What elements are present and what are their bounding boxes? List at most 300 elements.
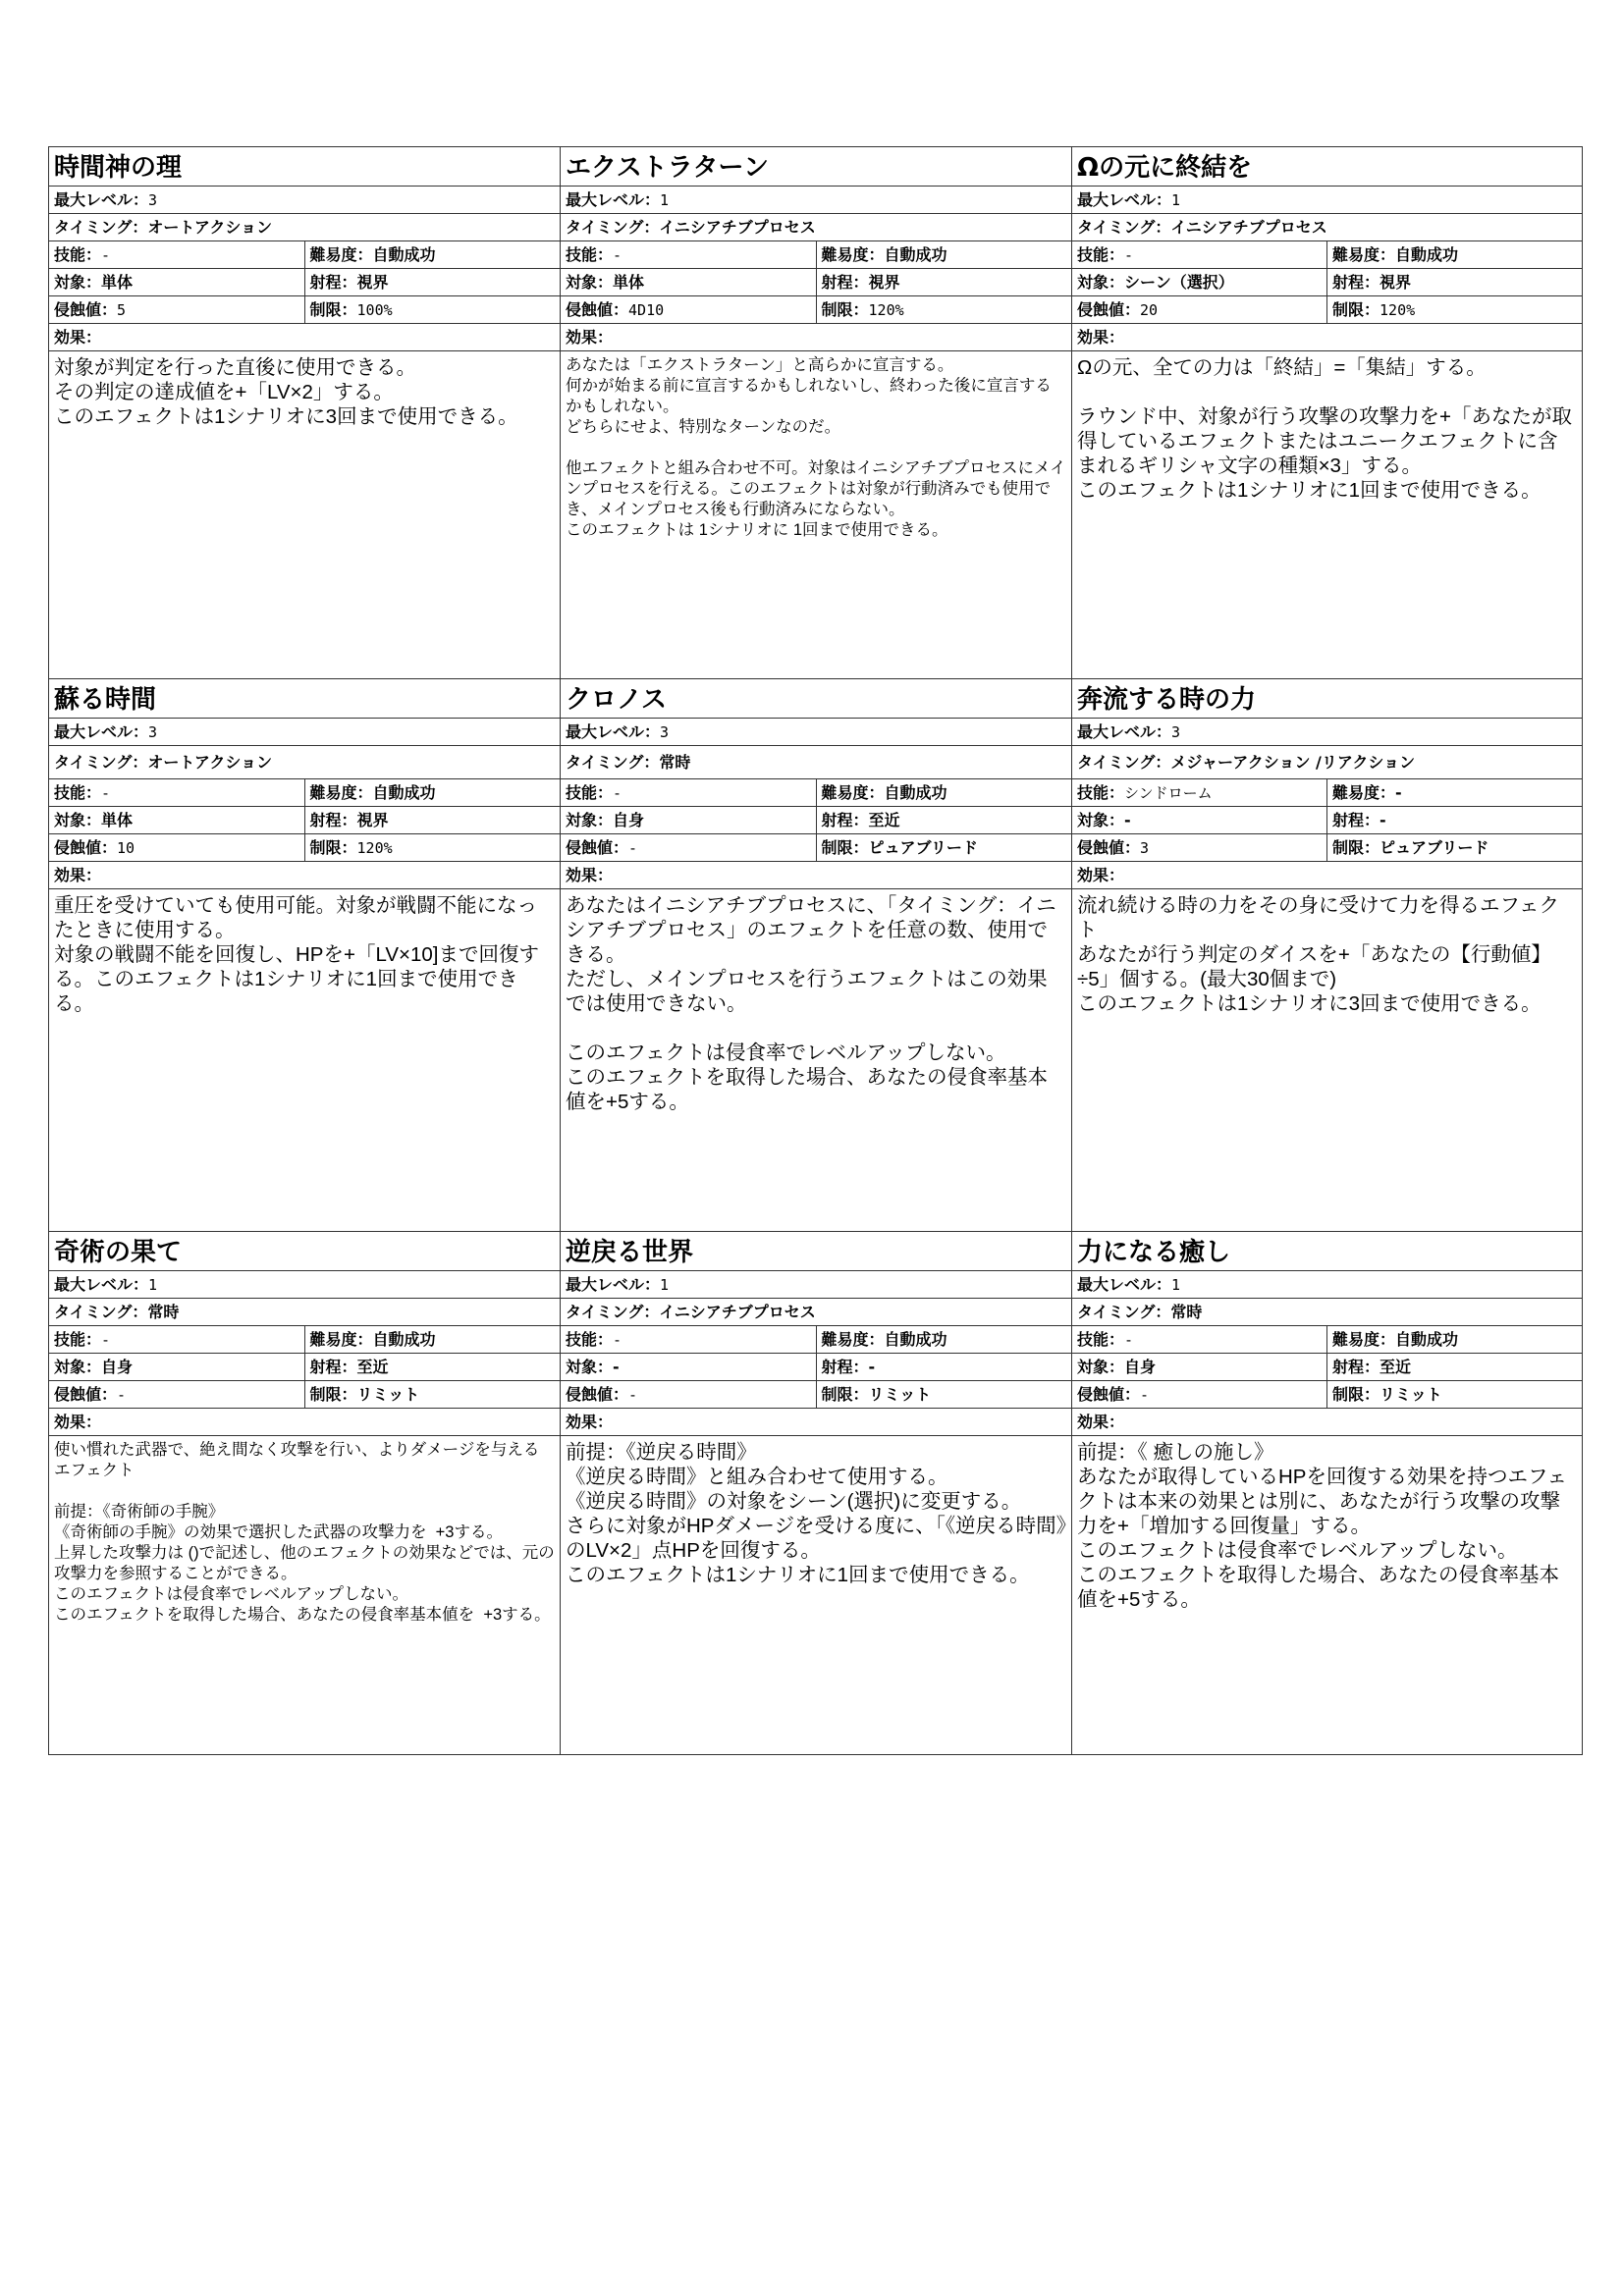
target-value: 単体 bbox=[613, 273, 645, 292]
max-level-value: 3 bbox=[660, 723, 670, 741]
target-label: 対象： bbox=[54, 273, 102, 292]
limit-label: 制限： bbox=[1332, 838, 1380, 857]
max-level-label: 最大レベル： bbox=[566, 190, 661, 209]
effect-card-3 bbox=[1071, 146, 1583, 678]
skill-label: 技能： bbox=[566, 783, 614, 802]
timing-label: タイミング： bbox=[566, 1303, 660, 1321]
max-level-value: 1 bbox=[148, 1276, 158, 1294]
limit-field bbox=[1326, 1381, 1582, 1408]
erosion-limit-row bbox=[1072, 1381, 1582, 1409]
difficulty-value: 自動成功 bbox=[884, 245, 947, 264]
range-label: 射程： bbox=[821, 1358, 869, 1376]
timing-label: タイミング： bbox=[54, 1303, 148, 1321]
range-value: 至近 bbox=[1380, 1358, 1412, 1376]
timing-value: オートアクション bbox=[147, 753, 273, 772]
range-value: 至近 bbox=[868, 811, 900, 829]
limit-label: 制限： bbox=[1332, 1385, 1380, 1404]
skill-difficulty-row bbox=[561, 779, 1071, 807]
timing-field bbox=[49, 746, 560, 778]
limit-value: ピュアブリード bbox=[868, 838, 978, 857]
range-value: 視界 bbox=[1380, 273, 1412, 292]
skill-difficulty-row bbox=[1072, 241, 1582, 269]
target-range-row bbox=[561, 807, 1071, 834]
timing-field bbox=[1072, 746, 1582, 778]
limit-value: 120% bbox=[1380, 301, 1416, 319]
timing-row bbox=[49, 746, 560, 779]
skill-label: 技能： bbox=[54, 245, 102, 264]
difficulty-label: 難易度： bbox=[821, 245, 885, 264]
effect-header: 効果： bbox=[566, 328, 614, 347]
range-field bbox=[1326, 807, 1582, 833]
skill-difficulty-row bbox=[1072, 779, 1582, 807]
max-level-label: 最大レベル： bbox=[1077, 1275, 1172, 1294]
effect-header-row bbox=[1072, 1409, 1582, 1436]
max-level-value: 1 bbox=[1171, 191, 1181, 209]
limit-label: 制限： bbox=[1332, 300, 1380, 319]
target-value: 自身 bbox=[101, 1358, 134, 1376]
timing-field bbox=[1072, 1299, 1582, 1325]
timing-label: タイミング： bbox=[1077, 1303, 1171, 1321]
limit-label: 制限： bbox=[821, 838, 869, 857]
skill-label: 技能： bbox=[1077, 245, 1125, 264]
skill-field bbox=[49, 241, 304, 268]
max-level-label: 最大レベル： bbox=[54, 722, 149, 741]
limit-field bbox=[816, 834, 1072, 861]
range-value: 至近 bbox=[356, 1358, 389, 1376]
target-label: 対象： bbox=[1077, 273, 1125, 292]
skill-label: 技能： bbox=[1077, 783, 1125, 802]
effect-title: Ωの元に終結を bbox=[1072, 147, 1582, 187]
difficulty-field bbox=[1326, 779, 1582, 806]
max-level-field bbox=[1072, 719, 1582, 745]
skill-field bbox=[49, 1326, 304, 1353]
effect-header: 効果： bbox=[1077, 328, 1125, 347]
effect-header: 効果： bbox=[566, 1413, 614, 1431]
timing-row bbox=[1072, 746, 1582, 779]
effect-title: エクストラターン bbox=[561, 147, 1071, 187]
skill-value: - bbox=[613, 1331, 622, 1349]
effect-header-row bbox=[561, 324, 1071, 351]
skill-difficulty-row bbox=[1072, 1326, 1582, 1354]
effect-title: 蘇る時間 bbox=[49, 679, 560, 719]
effect-card-sheet bbox=[48, 146, 1583, 1755]
target-range-row bbox=[1072, 269, 1582, 296]
erosion-field bbox=[49, 834, 304, 861]
effect-header: 効果： bbox=[54, 1413, 102, 1431]
erosion-label: 侵蝕値： bbox=[566, 300, 629, 319]
effect-header-row bbox=[561, 862, 1071, 889]
effect-text: Ωの元、全ての力は「終結」=「集結」する。 ラウンド中、対象が行う攻撃の攻撃力を+「あなたが取得しているエフェクトまたはユニークエフェクトに含まれるギリシャ文字の種類×3」する。 このエフェクトは1シナリオに1回まで使用できる。 bbox=[1077, 356, 1572, 502]
max-level-row bbox=[49, 187, 560, 214]
timing-value: メジャーアクション /リアクション bbox=[1170, 753, 1416, 772]
difficulty-label: 難易度： bbox=[821, 783, 885, 802]
target-label: 対象： bbox=[1077, 1358, 1125, 1376]
max-level-field bbox=[49, 719, 560, 745]
timing-value: 常時 bbox=[147, 1303, 180, 1321]
erosion-label: 侵蝕値： bbox=[566, 1385, 629, 1404]
erosion-label: 侵蝕値： bbox=[54, 838, 118, 857]
limit-field bbox=[1326, 296, 1582, 323]
limit-label: 制限： bbox=[821, 1385, 869, 1404]
difficulty-field bbox=[816, 241, 1072, 268]
max-level-value: 1 bbox=[660, 1276, 670, 1294]
skill-value: - bbox=[101, 784, 111, 802]
erosion-field bbox=[1072, 1381, 1326, 1408]
target-label: 対象： bbox=[1077, 811, 1125, 829]
limit-field bbox=[304, 834, 561, 861]
timing-field bbox=[561, 746, 1071, 778]
effect-card-6 bbox=[1071, 678, 1583, 1231]
range-label: 射程： bbox=[1332, 811, 1380, 829]
timing-field bbox=[49, 1299, 560, 1325]
difficulty-value: 自動成功 bbox=[884, 1330, 947, 1349]
difficulty-field bbox=[304, 241, 561, 268]
erosion-label: 侵蝕値： bbox=[1077, 1385, 1141, 1404]
timing-field bbox=[1072, 214, 1582, 240]
skill-field bbox=[49, 779, 304, 806]
skill-label: 技能： bbox=[566, 1330, 614, 1349]
difficulty-label: 難易度： bbox=[309, 783, 373, 802]
erosion-field bbox=[561, 834, 816, 861]
timing-label: タイミング： bbox=[54, 218, 148, 237]
difficulty-label: 難易度： bbox=[309, 245, 373, 264]
skill-label: 技能： bbox=[54, 1330, 102, 1349]
limit-field bbox=[304, 1381, 561, 1408]
max-level-label: 最大レベル： bbox=[566, 1275, 661, 1294]
erosion-label: 侵蝕値： bbox=[1077, 838, 1141, 857]
difficulty-field bbox=[816, 779, 1072, 806]
erosion-value: 5 bbox=[117, 301, 127, 319]
erosion-limit-row bbox=[1072, 834, 1582, 862]
effect-header-row bbox=[1072, 324, 1582, 351]
skill-value: シンドローム bbox=[1124, 784, 1213, 802]
erosion-value: - bbox=[628, 839, 638, 857]
max-level-label: 最大レベル： bbox=[54, 1275, 149, 1294]
effect-card-2 bbox=[560, 146, 1071, 678]
target-field bbox=[1072, 269, 1326, 295]
effect-title: クロノス bbox=[561, 679, 1071, 719]
erosion-value: 20 bbox=[1140, 301, 1159, 319]
limit-field bbox=[1326, 834, 1582, 861]
target-field bbox=[561, 269, 816, 295]
erosion-limit-row bbox=[1072, 296, 1582, 324]
range-field bbox=[1326, 269, 1582, 295]
target-field bbox=[49, 269, 304, 295]
erosion-value: - bbox=[1140, 1386, 1150, 1404]
difficulty-label: 難易度： bbox=[821, 1330, 885, 1349]
timing-label: タイミング： bbox=[566, 218, 660, 237]
effect-title: 力になる癒し bbox=[1072, 1232, 1582, 1271]
difficulty-value: 自動成功 bbox=[884, 783, 947, 802]
timing-row bbox=[1072, 1299, 1582, 1326]
skill-field bbox=[561, 241, 816, 268]
difficulty-label: 難易度： bbox=[1332, 783, 1396, 802]
skill-value: - bbox=[101, 1331, 111, 1349]
skill-label: 技能： bbox=[1077, 1330, 1125, 1349]
erosion-label: 侵蝕値： bbox=[566, 838, 629, 857]
range-field bbox=[1326, 1354, 1582, 1380]
erosion-limit-row bbox=[561, 296, 1071, 324]
skill-value: - bbox=[1124, 246, 1134, 264]
target-field bbox=[49, 1354, 304, 1380]
erosion-field bbox=[49, 296, 304, 323]
difficulty-label: 難易度： bbox=[1332, 1330, 1396, 1349]
difficulty-field bbox=[1326, 241, 1582, 268]
difficulty-value: 自動成功 bbox=[372, 1330, 436, 1349]
effect-header-row bbox=[49, 324, 560, 351]
range-label: 射程： bbox=[1332, 1358, 1380, 1376]
target-value: 単体 bbox=[101, 273, 134, 292]
effect-card-1 bbox=[48, 146, 560, 678]
erosion-field bbox=[49, 1381, 304, 1408]
timing-value: 常時 bbox=[1170, 1303, 1203, 1321]
effect-header: 効果： bbox=[1077, 1413, 1125, 1431]
effect-text: 前提：《逆戻る時間》 《逆戻る時間》と組み合わせて使用する。 《逆戻る時間》の対象をシーン(選択)に変更する。 さらに対象がHPダメージを受ける度に、「《逆戻る時間》のLV×2」点HPを回復する。 このエフェクトは1シナリオに1回まで使用できる。 bbox=[566, 1441, 1066, 1586]
effect-text: 対象が判定を行った直後に使用できる。 その判定の達成値を+「LV×2」する。 このエフェクトは1シナリオに3回まで使用できる。 bbox=[54, 356, 518, 428]
effect-text: あなたはイニシアチブプロセスに、「タイミング：イニシアチブプロセス」のエフェクトを任意の数、使用できる。 ただし、メインプロセスを行うエフェクトはこの効果では使用できない。 このエフェクトは侵食率でレベルアップしない。 このエフェクトを取得した場合、あなたの侵食率基本値を+5する。 bbox=[566, 894, 1056, 1113]
timing-label: タイミング： bbox=[54, 753, 148, 772]
skill-difficulty-row bbox=[49, 1326, 560, 1354]
max-level-label: 最大レベル： bbox=[54, 190, 149, 209]
target-field bbox=[561, 807, 816, 833]
target-range-row bbox=[561, 1354, 1071, 1381]
timing-field bbox=[561, 214, 1071, 240]
target-label: 対象： bbox=[566, 811, 614, 829]
target-value: - bbox=[1124, 811, 1131, 829]
timing-row bbox=[49, 1299, 560, 1326]
target-field bbox=[1072, 807, 1326, 833]
effect-header-row bbox=[49, 862, 560, 889]
erosion-value: 3 bbox=[1140, 839, 1150, 857]
target-value: - bbox=[613, 1358, 620, 1376]
difficulty-label: 難易度： bbox=[309, 1330, 373, 1349]
range-field bbox=[816, 807, 1072, 833]
limit-label: 制限： bbox=[309, 838, 357, 857]
erosion-limit-row bbox=[49, 834, 560, 862]
max-level-label: 最大レベル： bbox=[1077, 722, 1172, 741]
skill-field bbox=[561, 1326, 816, 1353]
erosion-limit-row bbox=[561, 1381, 1071, 1409]
target-field bbox=[561, 1354, 816, 1380]
timing-value: イニシアチブプロセス bbox=[659, 218, 816, 237]
timing-field bbox=[561, 1299, 1071, 1325]
max-level-row bbox=[561, 187, 1071, 214]
timing-row bbox=[1072, 214, 1582, 241]
range-value: - bbox=[1380, 811, 1386, 829]
card-row-2 bbox=[48, 678, 1583, 1231]
target-range-row bbox=[1072, 807, 1582, 834]
timing-label: タイミング： bbox=[1077, 753, 1171, 772]
limit-value: リミット bbox=[868, 1385, 932, 1404]
limit-field bbox=[816, 1381, 1072, 1408]
skill-field bbox=[561, 779, 816, 806]
skill-label: 技能： bbox=[54, 783, 102, 802]
target-value: 単体 bbox=[101, 811, 134, 829]
effect-text: 使い慣れた武器で、絶え間なく攻撃を行い、よりダメージを与えるエフェクト 前提：《奇術師の手腕》 《奇術師の手腕》の効果で選択した武器の攻撃力を +3する。 上昇した攻撃力は ()で記述し、他のエフェクトの効果などでは、元の攻撃力を参照することができる。 このエフェクトは侵食率でレベルアップしない。 このエフェクトを取得した場合、あなたの侵食率基本値を +3する。 bbox=[54, 1441, 555, 1624]
skill-difficulty-row bbox=[49, 241, 560, 269]
limit-label: 制限： bbox=[309, 1385, 357, 1404]
skill-field bbox=[1072, 1326, 1326, 1353]
max-level-row bbox=[561, 719, 1071, 746]
timing-value: イニシアチブプロセス bbox=[1170, 218, 1327, 237]
range-label: 射程： bbox=[309, 273, 357, 292]
effect-header-row bbox=[561, 1409, 1071, 1436]
limit-field bbox=[304, 296, 561, 323]
target-label: 対象： bbox=[54, 1358, 102, 1376]
range-label: 射程： bbox=[821, 273, 869, 292]
timing-label: タイミング： bbox=[1077, 218, 1171, 237]
max-level-field bbox=[561, 187, 1071, 213]
range-label: 射程： bbox=[309, 1358, 357, 1376]
effect-header: 効果： bbox=[1077, 866, 1125, 884]
effect-header: 効果： bbox=[54, 866, 102, 884]
range-value: - bbox=[868, 1358, 876, 1376]
erosion-field bbox=[561, 1381, 816, 1408]
effect-title: 逆戻る世界 bbox=[561, 1232, 1071, 1271]
erosion-limit-row bbox=[49, 1381, 560, 1409]
timing-row bbox=[561, 1299, 1071, 1326]
card-row-1 bbox=[48, 146, 1583, 678]
effect-title: 時間神の理 bbox=[49, 147, 560, 187]
timing-row bbox=[561, 214, 1071, 241]
target-field bbox=[49, 807, 304, 833]
max-level-row bbox=[561, 1271, 1071, 1299]
erosion-field bbox=[1072, 296, 1326, 323]
difficulty-value: 自動成功 bbox=[372, 783, 436, 802]
skill-value: - bbox=[613, 784, 622, 802]
target-range-row bbox=[49, 807, 560, 834]
limit-value: リミット bbox=[356, 1385, 420, 1404]
effect-card-8 bbox=[560, 1231, 1071, 1755]
range-value: 視界 bbox=[868, 273, 900, 292]
effect-text: あなたは「エクストラターン」と高らかに宣言する。 何かが始まる前に宣言するかもしれないし、終わった後に宣言するかもしれない。 どちらにせよ、特別なターンなのだ。 他エフェクトと組み合わせ不可。対象はイニシアチブプロセスにメインプロセスを行える。このエフェクトは対象が行動済みでも使用でき、メインプロセス後も行動済みにならない。 このエフェクトは 1シナリオに 1回まで使用できる。 bbox=[566, 356, 1066, 539]
effect-header-row bbox=[49, 1409, 560, 1436]
timing-value: オートアクション bbox=[147, 218, 273, 237]
range-value: 視界 bbox=[356, 273, 389, 292]
max-level-field bbox=[49, 187, 560, 213]
target-field bbox=[1072, 1354, 1326, 1380]
skill-difficulty-row bbox=[561, 241, 1071, 269]
range-field bbox=[304, 1354, 561, 1380]
effect-title: 奇術の果て bbox=[49, 1232, 560, 1271]
max-level-label: 最大レベル： bbox=[1077, 190, 1172, 209]
skill-value: - bbox=[1124, 1331, 1134, 1349]
target-value: シーン（選択） bbox=[1124, 273, 1234, 292]
max-level-field bbox=[561, 719, 1071, 745]
max-level-field bbox=[49, 1271, 560, 1298]
effect-title: 奔流する時の力 bbox=[1072, 679, 1582, 719]
limit-value: 120% bbox=[868, 301, 904, 319]
limit-value: リミット bbox=[1380, 1385, 1442, 1404]
skill-label: 技能： bbox=[566, 245, 614, 264]
effect-text: 前提：《 癒しの施し》 あなたが取得しているHPを回復する効果を持つエフェクトは本来の効果とは別に、あなたが行う攻撃の攻撃力を+「増加する回復量」する。 このエフェクトは侵食率でレベルアップしない。 このエフェクトを取得した場合、あなたの侵食率基本値を+5する。 bbox=[1077, 1441, 1567, 1611]
difficulty-field bbox=[1326, 1326, 1582, 1353]
max-level-row bbox=[1072, 1271, 1582, 1299]
range-field bbox=[816, 269, 1072, 295]
effect-header-row bbox=[1072, 862, 1582, 889]
erosion-value: 10 bbox=[117, 839, 135, 857]
range-label: 射程： bbox=[1332, 273, 1380, 292]
limit-value: 100% bbox=[356, 301, 393, 319]
max-level-value: 1 bbox=[1171, 1276, 1181, 1294]
erosion-value: - bbox=[117, 1386, 127, 1404]
effect-text: 重圧を受けていても使用可能。対象が戦闘不能になったときに使用する。 対象の戦闘不能を回復し、HPを+「LV×10]まで回復する。このエフェクトは1シナリオに1回まで使用できる。 bbox=[54, 894, 539, 1015]
target-range-row bbox=[1072, 1354, 1582, 1381]
skill-difficulty-row bbox=[561, 1326, 1071, 1354]
difficulty-label: 難易度： bbox=[1332, 245, 1396, 264]
effect-header: 効果： bbox=[566, 866, 614, 884]
limit-value: ピュアブリード bbox=[1380, 838, 1489, 857]
range-label: 射程： bbox=[821, 811, 869, 829]
target-label: 対象： bbox=[566, 1358, 614, 1376]
target-value: 自身 bbox=[613, 811, 645, 829]
difficulty-value: 自動成功 bbox=[372, 245, 436, 264]
max-level-field bbox=[1072, 187, 1582, 213]
effect-card-4 bbox=[48, 678, 560, 1231]
max-level-value: 3 bbox=[1171, 723, 1181, 741]
erosion-limit-row bbox=[561, 834, 1071, 862]
timing-value: 常時 bbox=[659, 753, 691, 772]
erosion-limit-row bbox=[49, 296, 560, 324]
erosion-field bbox=[1072, 834, 1326, 861]
timing-field bbox=[49, 214, 560, 240]
timing-label: タイミング： bbox=[566, 753, 660, 772]
skill-field bbox=[1072, 779, 1326, 806]
difficulty-field bbox=[304, 1326, 561, 1353]
max-level-row bbox=[1072, 187, 1582, 214]
skill-difficulty-row bbox=[49, 779, 560, 807]
skill-value: - bbox=[101, 246, 111, 264]
target-range-row bbox=[561, 269, 1071, 296]
effect-card-7 bbox=[48, 1231, 560, 1755]
erosion-label: 侵蝕値： bbox=[1077, 300, 1141, 319]
max-level-value: 3 bbox=[148, 723, 158, 741]
range-label: 射程： bbox=[309, 811, 357, 829]
target-range-row bbox=[49, 1354, 560, 1381]
max-level-label: 最大レベル： bbox=[566, 722, 661, 741]
limit-label: 制限： bbox=[309, 300, 357, 319]
difficulty-field bbox=[816, 1326, 1072, 1353]
effect-header: 効果： bbox=[54, 328, 102, 347]
difficulty-field bbox=[304, 779, 561, 806]
skill-value: - bbox=[613, 246, 622, 264]
erosion-value: - bbox=[628, 1386, 638, 1404]
range-field bbox=[304, 807, 561, 833]
limit-label: 制限： bbox=[821, 300, 869, 319]
range-field bbox=[304, 269, 561, 295]
limit-field bbox=[816, 296, 1072, 323]
effect-card-9 bbox=[1071, 1231, 1583, 1755]
difficulty-value: 自動成功 bbox=[1395, 245, 1459, 264]
difficulty-value: 自動成功 bbox=[1395, 1330, 1459, 1349]
target-label: 対象： bbox=[566, 273, 614, 292]
erosion-label: 侵蝕値： bbox=[54, 1385, 118, 1404]
max-level-value: 1 bbox=[660, 191, 670, 209]
target-range-row bbox=[49, 269, 560, 296]
erosion-field bbox=[561, 296, 816, 323]
target-label: 対象： bbox=[54, 811, 102, 829]
timing-row bbox=[561, 746, 1071, 779]
max-level-field bbox=[561, 1271, 1071, 1298]
limit-value: 120% bbox=[356, 839, 393, 857]
max-level-row bbox=[49, 1271, 560, 1299]
timing-value: イニシアチブプロセス bbox=[659, 1303, 816, 1321]
effect-card-5 bbox=[560, 678, 1071, 1231]
target-value: 自身 bbox=[1124, 1358, 1157, 1376]
timing-row bbox=[49, 214, 560, 241]
erosion-label: 侵蝕値： bbox=[54, 300, 118, 319]
max-level-field bbox=[1072, 1271, 1582, 1298]
